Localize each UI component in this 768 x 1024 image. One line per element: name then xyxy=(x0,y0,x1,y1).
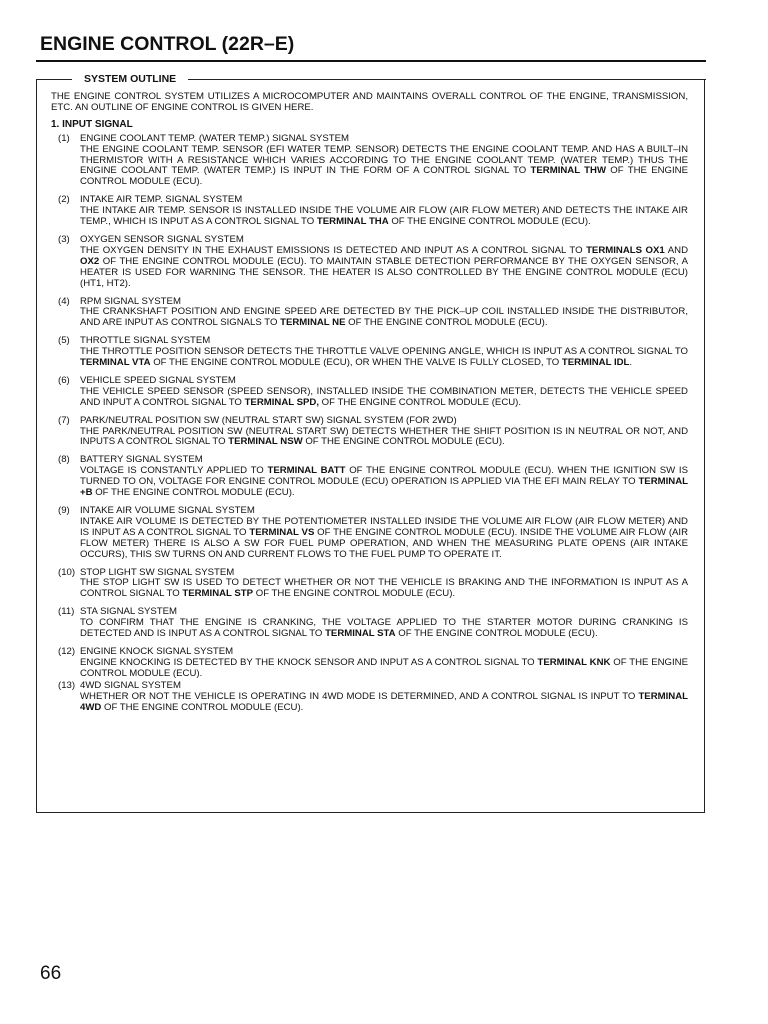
item-body xyxy=(80,347,688,369)
outline-content xyxy=(51,92,688,720)
item-text: OF THE ENGINE CONTROL MODULE (ECU). xyxy=(395,628,598,640)
item-text: OF THE ENGINE CONTROL MODULE (ECU). xyxy=(80,656,688,679)
item-body xyxy=(80,206,688,228)
item-body xyxy=(80,658,688,680)
item-body xyxy=(80,692,688,714)
item-text: THE OXYGEN DENSITY IN THE EXHAUST EMISSIONS IS DETECTED AND INPUT AS A CONTROL SIGNAL TO xyxy=(80,244,587,256)
signal-item-11 xyxy=(51,607,688,640)
item-heading: VEHICLE SPEED SIGNAL SYSTEM xyxy=(80,374,236,386)
item-text: OF THE ENGINE CONTROL MODULE (ECU). xyxy=(319,396,522,408)
terminal-name: OX2 xyxy=(80,255,100,267)
terminal-name: TERMINAL SPD, xyxy=(244,396,320,408)
item-number: (5) xyxy=(58,335,70,347)
terminal-name: TERMINAL THA xyxy=(316,216,389,228)
item-text: THE ENGINE COOLANT TEMP. SENSOR (EFI WATER TEMP. SENSOR) DETECTS THE ENGINE COOLANT TEMP. AND HAS A BUILT–IN THERMISTOR WITH A RESISTANCE WHICH VARIES ACCORDING TO THE ENGINE COOLANT TEMP. (WATER TEMP.) THUS THE ENGINE COOLANT TEMP. (WATER TEMP.) IS INPUT IN THE FORM OF A CONTROL SIGNAL TO xyxy=(80,143,688,177)
signal-item-6 xyxy=(51,376,688,409)
terminal-name: TERMINAL NSW xyxy=(228,436,303,448)
terminal-name: TERMINAL KNK xyxy=(537,656,611,668)
item-number: (3) xyxy=(58,233,70,245)
item-number: (1) xyxy=(58,132,70,144)
item-body xyxy=(80,307,688,329)
item-text: THE VEHICLE SPEED SENSOR (SPEED SENSOR), INSTALLED INSIDE THE COMBINATION METER, DETECTS THE VEHICLE SPEED AND INPUT A CONTROL SIGNAL TO xyxy=(80,385,688,408)
signal-item-8 xyxy=(51,455,688,499)
item-number: (10) xyxy=(58,566,76,578)
item-text: OF THE ENGINE CONTROL MODULE (ECU). xyxy=(388,216,591,228)
item-text: THE STOP LIGHT SW IS USED TO DETECT WHETHER OR NOT THE VEHICLE IS BRAKING AND THE INFORMATION IS INPUT AS A CONTROL SIGNAL TO xyxy=(80,577,688,600)
item-heading: THROTTLE SIGNAL SYSTEM xyxy=(80,335,211,347)
item-heading: STA SIGNAL SYSTEM xyxy=(80,606,178,618)
outline-rule-right xyxy=(188,79,706,80)
terminal-name: TERMINAL THW xyxy=(530,165,607,177)
terminal-name: TERMINAL VS xyxy=(249,526,315,538)
item-text: OF THE ENGINE CONTROL MODULE (ECU). xyxy=(92,487,295,499)
signal-item-10 xyxy=(51,568,688,601)
item-text: VOLTAGE IS CONSTANTLY APPLIED TO xyxy=(80,465,268,477)
item-text: . xyxy=(629,357,633,369)
item-text: OF THE ENGINE CONTROL MODULE (ECU). xyxy=(253,588,456,600)
terminal-name: TERMINAL NE xyxy=(280,317,346,329)
terminal-name: TERMINAL VTA xyxy=(80,357,151,369)
signal-item-9 xyxy=(51,506,688,561)
item-body xyxy=(80,466,688,499)
item-heading: STOP LIGHT SW SIGNAL SYSTEM xyxy=(80,566,235,578)
signal-item-2 xyxy=(51,195,688,228)
terminal-name: TERMINALS OX1 xyxy=(586,244,665,256)
item-text: OF THE ENGINE CONTROL MODULE (ECU), OR WHEN THE VALVE IS FULLY CLOSED, TO xyxy=(150,357,562,369)
terminal-name: TERMINAL IDL xyxy=(561,357,630,369)
item-text: INTAKE AIR VOLUME IS DETECTED BY THE POTENTIOMETER INSTALLED INSIDE THE VOLUME AIR FLOW (AIR FLOW METER) AND IS INPUT AS A CONTROL SIGNAL TO xyxy=(80,515,688,538)
item-heading: ENGINE COOLANT TEMP. (WATER TEMP.) SIGNAL SYSTEM xyxy=(80,132,350,144)
item-text: THE CRANKSHAFT POSITION AND ENGINE SPEED ARE DETECTED BY THE PICK–UP COIL INSTALLED INSIDE THE DISTRIBUTOR, AND ARE INPUT AS CONTROL SIGNALS TO xyxy=(80,306,688,329)
item-number: (4) xyxy=(58,295,70,307)
page-number: 66 xyxy=(40,963,62,984)
system-outline-label: SYSTEM OUTLINE xyxy=(72,73,188,85)
item-body xyxy=(80,618,688,640)
item-heading: INTAKE AIR VOLUME SIGNAL SYSTEM xyxy=(80,505,255,516)
item-body xyxy=(80,145,688,189)
item-number: (8) xyxy=(58,454,70,466)
signal-item-7 xyxy=(51,416,688,449)
signal-item-3 xyxy=(51,235,688,290)
item-text: TO CONFIRM THAT THE ENGINE IS CRANKING, THE VOLTAGE APPLIED TO THE STARTER MOTOR DURING CRANKING IS DETECTED AND IS INPUT AS A CONTROL SIGNAL TO xyxy=(80,617,688,640)
item-heading: 4WD SIGNAL SYSTEM xyxy=(80,679,181,691)
item-text: OF THE ENGINE CONTROL MODULE (ECU). xyxy=(101,701,304,713)
item-heading: INTAKE AIR TEMP. SIGNAL SYSTEM xyxy=(80,194,243,206)
item-text: AND xyxy=(664,244,688,256)
terminal-name: TERMINAL 4WD xyxy=(80,690,688,713)
signal-item-13 xyxy=(51,681,688,714)
item-heading: BATTERY SIGNAL SYSTEM xyxy=(80,454,203,466)
item-heading: RPM SIGNAL SYSTEM xyxy=(80,295,181,307)
item-text: OF THE ENGINE CONTROL MODULE (ECU). INSIDE THE VOLUME AIR FLOW (AIR FLOW METER) THERE IS ALSO A SW FOR FUEL PUMP OPERATION, AND WHEN THE MEASURING PLATE OPENS (AIR INTAKE OCCURS), THIS SW TURNS ON AND CURRENT FLOWS TO THE FUEL PUMP TO OPERATE IT. xyxy=(80,526,689,560)
intro-paragraph: THE ENGINE CONTROL SYSTEM UTILIZES A MICROCOMPUTER AND MAINTAINS OVERALL CONTROL OF THE ENGINE, TRANSMISSION, ETC. AN OUTLINE OF ENGINE CONTROL IS GIVEN HERE. xyxy=(51,91,688,113)
item-text: THE PARK/NEUTRAL POSITION SW (NEUTRAL START SW) DETECTS WHETHER THE SHIFT POSITION IS IN NEUTRAL OR NOT, AND INPUTS A CONTROL SIGNAL TO xyxy=(80,425,688,448)
item-body xyxy=(80,387,688,409)
terminal-name: TERMINAL STA xyxy=(325,628,396,640)
item-heading: PARK/NEUTRAL POSITION SW (NEUTRAL START SW) SIGNAL SYSTEM (FOR 2WD) xyxy=(80,414,457,426)
item-text: THE THROTTLE POSITION SENSOR DETECTS THE THROTTLE VALVE OPENING ANGLE, WHICH IS INPUT AS A CONTROL SIGNAL TO xyxy=(80,346,688,358)
item-text: OF THE ENGINE CONTROL MODULE (ECU). xyxy=(80,165,688,188)
item-number: (9) xyxy=(58,505,70,516)
item-number: (7) xyxy=(58,414,70,426)
item-text: THE INTAKE AIR TEMP. SENSOR IS INSTALLED INSIDE THE VOLUME AIR FLOW (AIR FLOW METER) AND DETECTS THE INTAKE AIR TEMP., WHICH IS INPUT AS A CONTROL SIGNAL TO xyxy=(80,205,688,228)
signal-item-5 xyxy=(51,336,688,369)
item-text: OF THE ENGINE CONTROL MODULE (ECU). xyxy=(302,436,505,448)
item-body xyxy=(80,578,688,600)
item-number: (6) xyxy=(58,374,70,386)
item-body xyxy=(80,246,688,290)
signal-item-12 xyxy=(51,647,688,680)
section-title: 1. INPUT SIGNAL xyxy=(51,118,133,130)
item-text: ENGINE KNOCKING IS DETECTED BY THE KNOCK SENSOR AND INPUT AS A CONTROL SIGNAL TO xyxy=(80,656,538,668)
item-heading: OXYGEN SENSOR SIGNAL SYSTEM xyxy=(80,233,244,245)
item-number: (11) xyxy=(58,606,75,618)
item-number: (2) xyxy=(58,194,70,206)
item-heading: ENGINE KNOCK SIGNAL SYSTEM xyxy=(80,645,234,657)
item-text: OF THE ENGINE CONTROL MODULE (ECU). WHEN THE IGNITION SW IS TURNED TO ON, VOLTAGE FOR ENGINE CONTROL MODULE (ECU) OPERATION IS APPLIED VIA THE EFI MAIN RELAY TO xyxy=(80,465,688,488)
system-outline-header xyxy=(36,72,706,86)
terminal-name: TERMINAL BATT xyxy=(267,465,346,477)
item-text: OF THE ENGINE CONTROL MODULE (ECU). xyxy=(345,317,548,329)
page-title: ENGINE CONTROL (22R–E) xyxy=(40,33,295,55)
item-number: (12) xyxy=(58,645,76,657)
signal-item-4 xyxy=(51,297,688,330)
outline-rule-left xyxy=(36,79,72,80)
terminal-name: TERMINAL +B xyxy=(80,476,688,499)
terminal-name: TERMINAL STP xyxy=(182,588,254,600)
item-text: OF THE ENGINE CONTROL MODULE (ECU). TO MAINTAIN STABLE DETECTION PERFORMANCE BY THE OXYGEN SENSOR, A HEATER IS USED FOR WARNING THE SENSOR. THE HEATER IS ALSO CONTROLLED BY THE ENGINE CONTROL MODULE (ECU) (HT1, HT2). xyxy=(80,255,688,289)
item-number: (13) xyxy=(58,679,76,691)
item-body xyxy=(80,517,688,561)
item-body xyxy=(80,427,688,449)
title-divider xyxy=(36,60,706,62)
item-text: WHETHER OR NOT THE VEHICLE IS OPERATING IN 4WD MODE IS DETERMINED, AND A CONTROL SIGNAL IS INPUT TO xyxy=(80,690,639,702)
signal-item-1 xyxy=(51,134,688,189)
